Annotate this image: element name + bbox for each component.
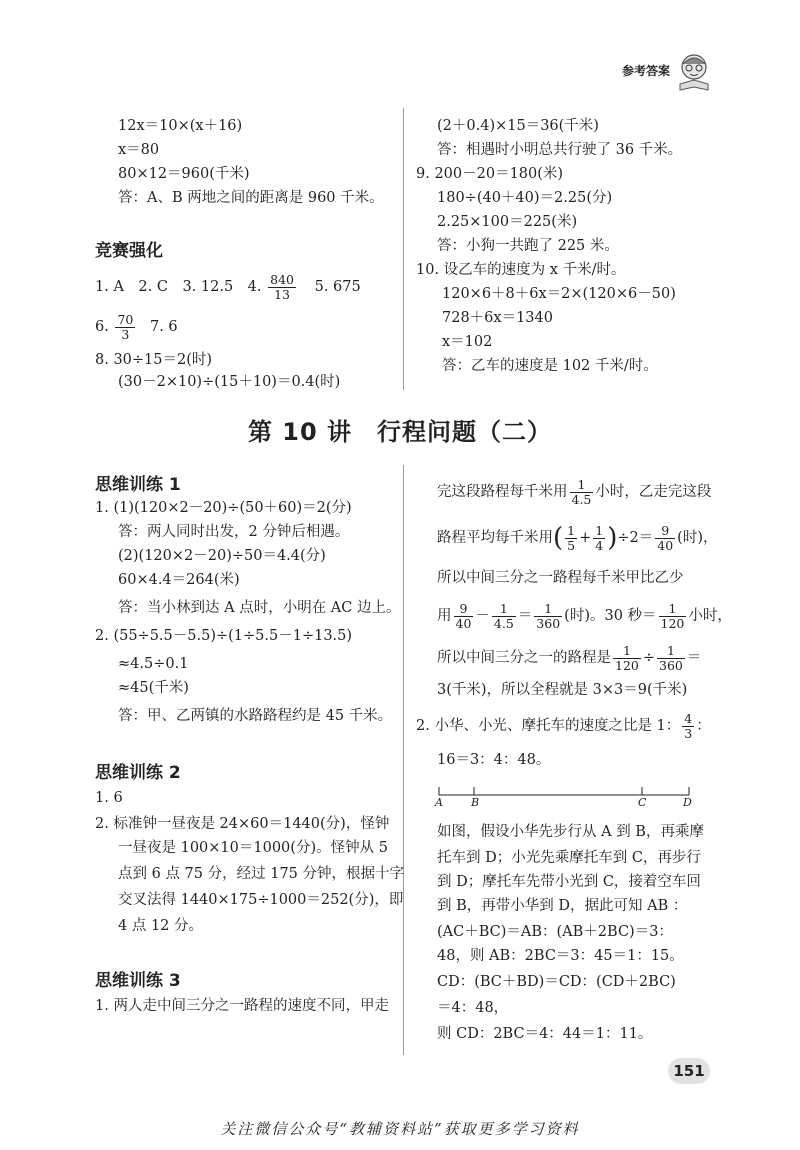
answer-line: 6. $\frac{70}{3}$ 7. 6 [95, 311, 178, 342]
text-line: 60×4.4＝264(米) [118, 572, 240, 588]
section-heading-1: 思维训练 1 [95, 475, 181, 495]
text-line: 80×12＝960(千米) [118, 166, 250, 182]
text-line: 2. 标准钟一昼夜是 24×60＝1440(分)，怪钟 [95, 816, 390, 832]
text-line: 1. 6 [95, 790, 123, 806]
text-line: ＝4：48， [437, 1000, 509, 1016]
text-line: 答：相遇时小明总共行驶了 36 千米。 [437, 142, 683, 158]
text-line: 9. 200－20＝180(米) [416, 166, 564, 182]
point-label-b: B [471, 796, 480, 809]
text-line: 则 CD：2BC＝4：44＝1：11。 [437, 1026, 653, 1042]
text-line: x＝80 [118, 142, 160, 158]
column-divider-bottom [403, 465, 404, 1055]
text-line: 交叉法得 1440×175÷1000＝252(分)，即 [118, 892, 404, 908]
section-heading-contest: 竞赛强化 [95, 241, 163, 261]
text-line: ≈4.5÷0.1 [118, 656, 189, 672]
text-line: 答：甲、乙两镇的水路路程约是 45 千米。 [118, 708, 393, 724]
text-line: 答：A、B 两地之间的距离是 960 千米。 [118, 190, 384, 206]
point-label-c: C [638, 796, 647, 809]
math-line: 路程平均每千米用( $\frac{1}{5}$ + $\frac{1}{4}$ )÷2＝ $\frac{9}{40}$ (时)， [437, 522, 718, 553]
text-line: 到 D；摩托车先带小光到 C，接着空车回 [437, 874, 701, 890]
math-line: 2. 小华、小光、摩托车的速度之比是 1： $\frac{4}{3}$ ： [416, 710, 711, 741]
text-line: 答：乙车的速度是 102 千米/时。 [442, 358, 658, 374]
text-line: 点到 6 点 75 分，经过 175 分钟，根据十字 [118, 866, 405, 882]
section-heading-3: 思维训练 3 [95, 971, 181, 991]
footer-note: 关注微信公众号“教辅资料站”获取更多学习资料 [220, 1120, 580, 1138]
math-line: 用 $\frac{9}{40}$ － $\frac{1}{4.5}$ ＝ $\frac{1}{360}$ (时)。30 秒＝ $\frac{1}{120}$ 小时， [437, 600, 732, 631]
text-line: 一昼夜是 100×10＝1000(分)。怪钟从 5 [118, 840, 388, 856]
answer-line: (30－2×10)÷(15＋10)＝0.4(时) [118, 374, 341, 390]
text-line: 120×6＋8＋6x＝2×(120×6－50) [442, 286, 676, 302]
text-line: ≈45(千米) [118, 680, 189, 696]
text-line: x＝102 [442, 334, 493, 350]
text-line: 48，则 AB：2BC＝3：45＝1：15。 [437, 948, 684, 964]
point-label-d: D [683, 796, 692, 809]
text-line: 728＋6x＝1340 [442, 310, 553, 326]
point-label-a: A [435, 796, 443, 809]
text-line: 4 点 12 分。 [118, 918, 204, 934]
text-line: 12x＝10×(x＋16) [118, 118, 243, 134]
text-line: 3(千米)，所以全程就是 3×3＝9(千米) [437, 682, 688, 698]
text-line: 1. (1)(120×2－20)÷(50＋60)＝2(分) [95, 500, 352, 516]
text-line: 托车到 D；小光先乘摩托车到 C，再步行 [437, 850, 701, 866]
header-label: 参考答案 [622, 64, 671, 78]
text-line: 16＝3：4：48。 [437, 752, 551, 768]
text-line: CD：(BC＋BD)＝CD：(CD＋2BC) [437, 974, 676, 990]
answer-line: 1. A 2. C 3. 12.5 4. $\frac{840}{13}$ 5. 675 [95, 271, 361, 302]
column-divider [403, 108, 404, 390]
section-heading-2: 思维训练 2 [95, 763, 181, 783]
text-line: 180÷(40＋40)＝2.25(分) [437, 190, 613, 206]
answer-line: 8. 30÷15＝2(时) [95, 352, 213, 368]
math-line: 完这段路程每千米用 $\frac{1}{4.5}$ 小时，乙走完这段 [437, 476, 712, 507]
text-line: 如图，假设小华先步行从 A 到 B，再乘摩 [437, 824, 704, 840]
text-line: 1. 两人走中间三分之一路程的速度不同，甲走 [95, 998, 389, 1014]
text-line: (AC＋BC)＝AB：(AB＋2BC)＝3： [437, 924, 673, 940]
page-number: 151 [668, 1058, 710, 1084]
text-line: 2.25×100＝225(米) [437, 214, 578, 230]
reading-child-icon [676, 52, 712, 92]
text-line: (2)(120×2－20)÷50＝4.4(分) [118, 548, 326, 564]
text-line: 答：当小林到达 A 点时，小明在 AC 边上。 [118, 600, 401, 616]
text-line: (2＋0.4)×15＝36(千米) [437, 118, 599, 134]
text-line: 答：两人同时出发，2 分钟后相遇。 [118, 524, 350, 540]
text-line: 答：小狗一共跑了 225 米。 [437, 238, 619, 254]
page-title: 第 10 讲 行程问题（二） [247, 418, 553, 446]
text-line: 到 B，再带小华到 D，据此可知 AB ： [437, 898, 688, 914]
text-line: 2. (55÷5.5－5.5)÷(1÷5.5－1÷13.5) [95, 628, 353, 644]
text-line: 10. 设乙车的速度为 x 千米/时。 [416, 262, 626, 278]
math-line: 所以中间三分之一的路程是 $\frac{1}{120}$ ÷ $\frac{1}{360}$ ＝ [437, 642, 702, 673]
text-line: 所以中间三分之一路程每千米甲比乙少 [437, 570, 684, 586]
